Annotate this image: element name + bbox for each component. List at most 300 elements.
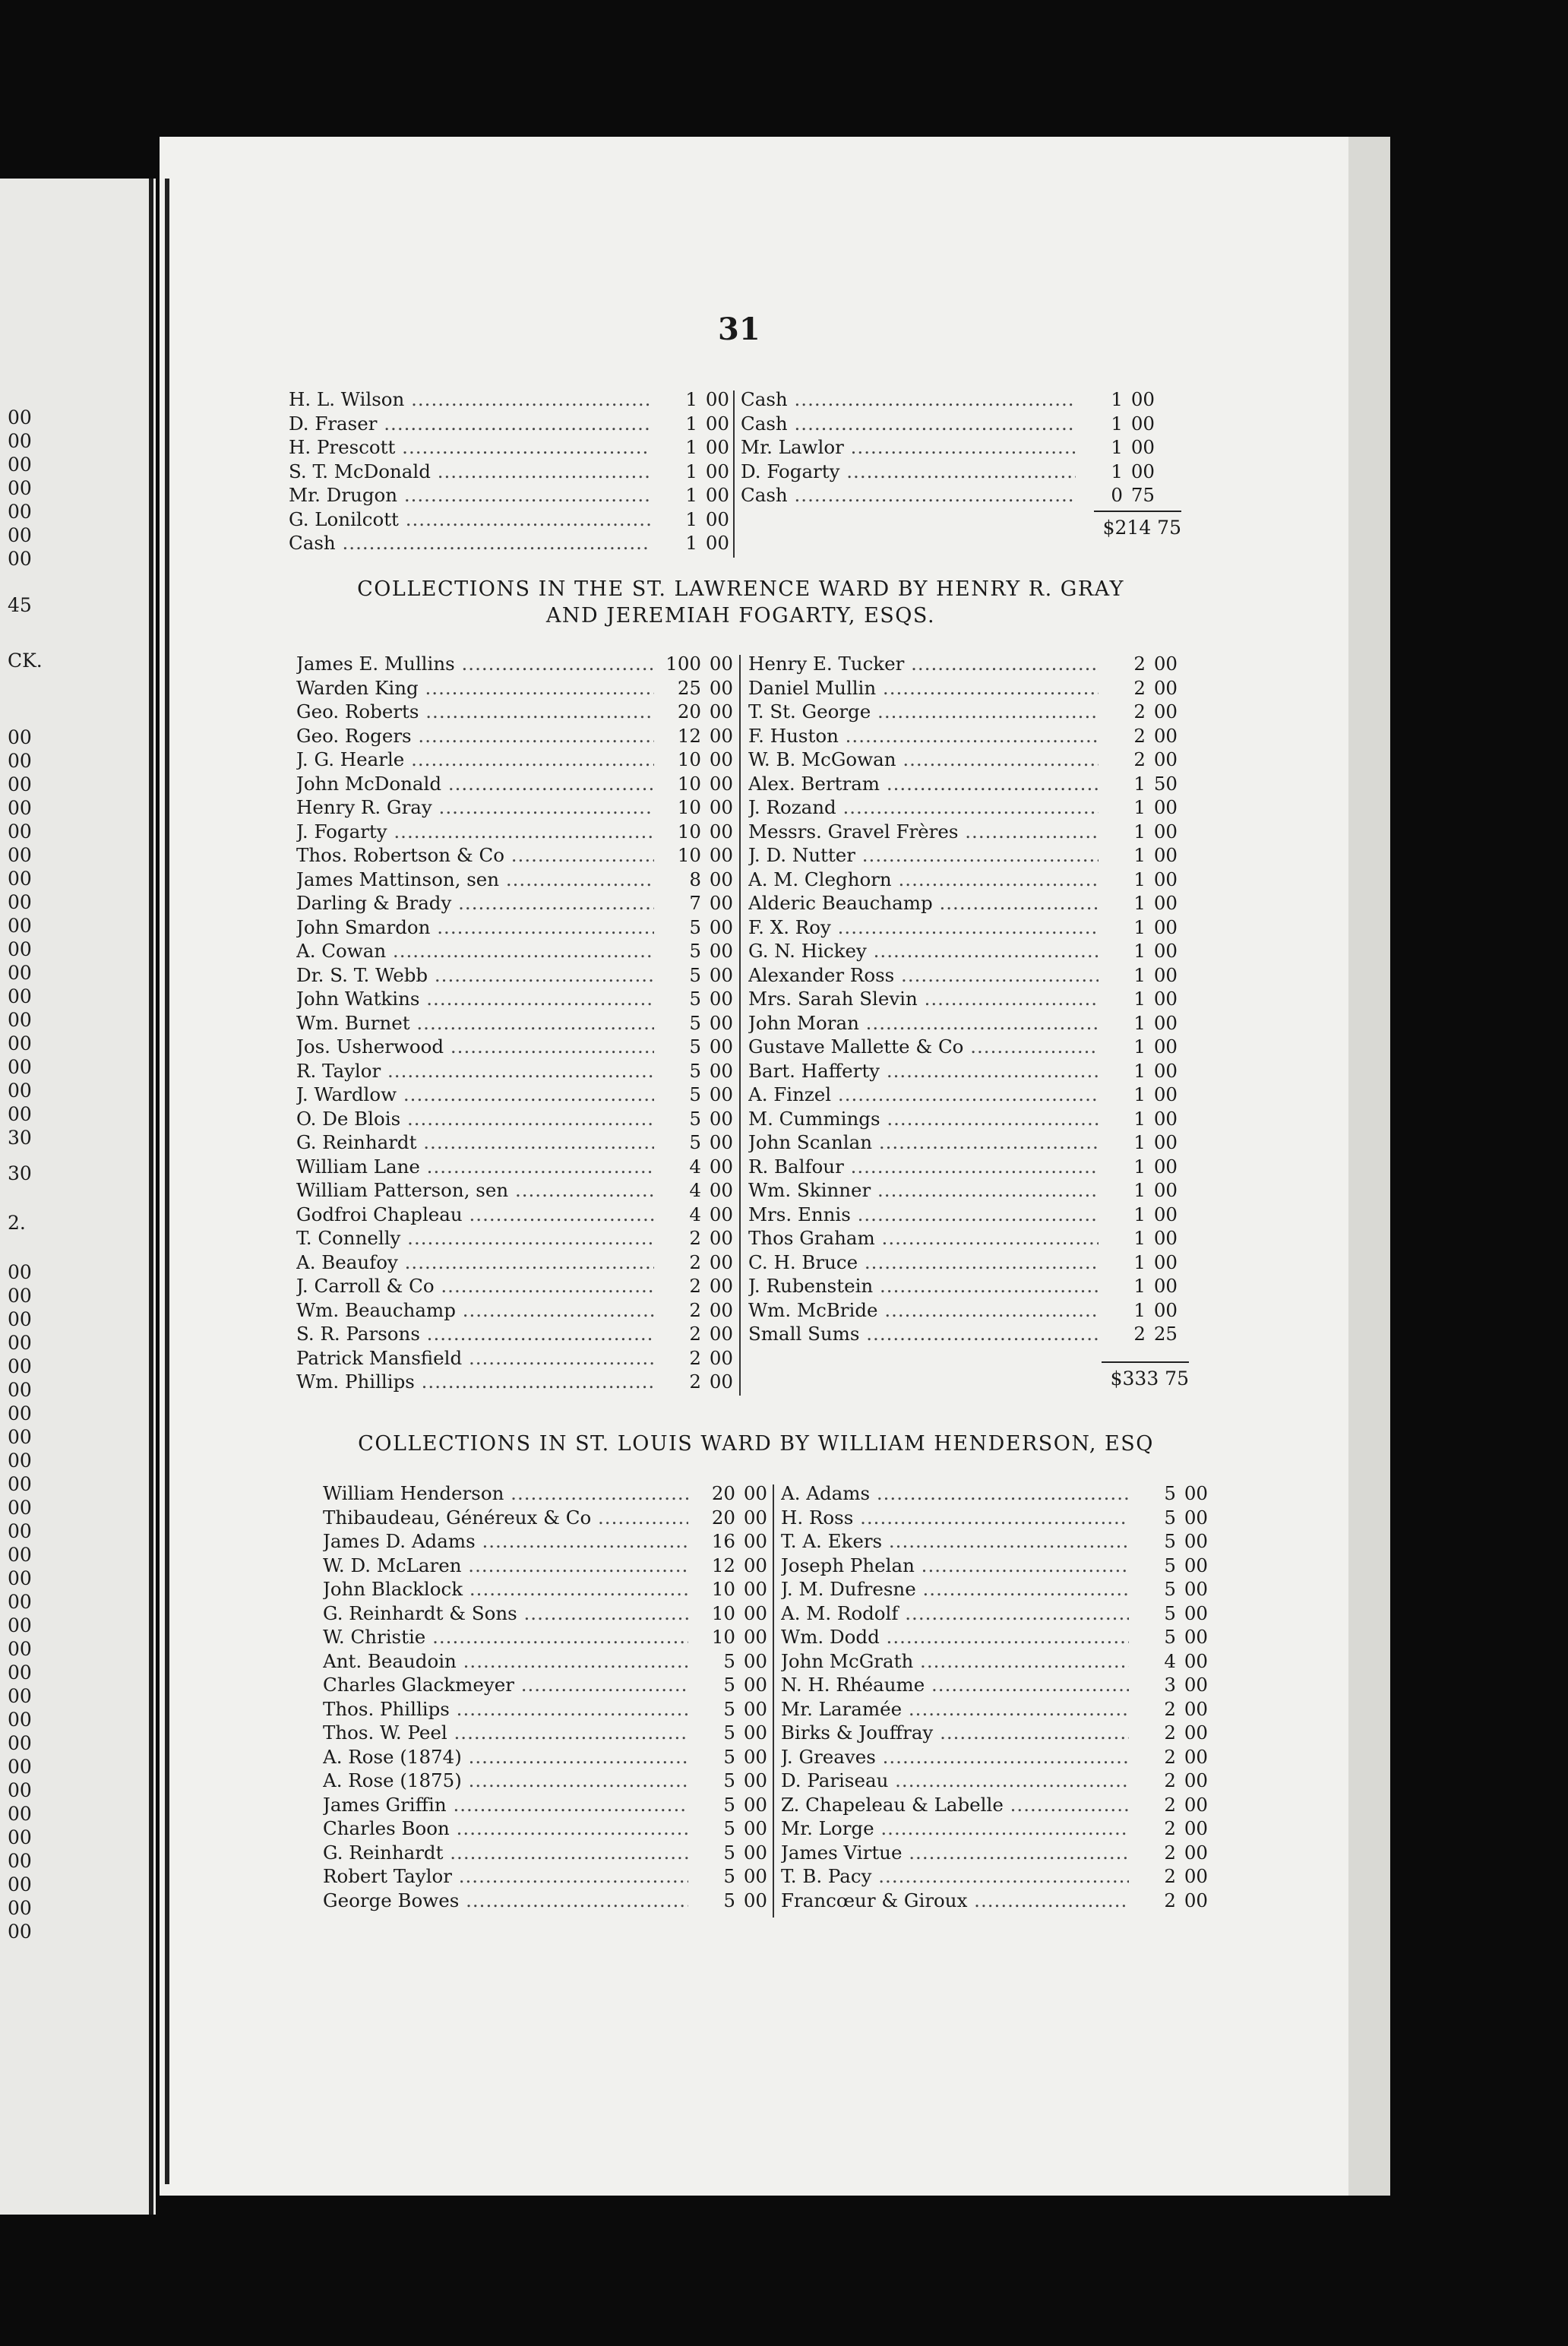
amount-dollars: 1	[1133, 1227, 1146, 1249]
amount-dollars: 7	[689, 892, 701, 914]
donation-amount	[650, 460, 729, 484]
amount-dollars: 12	[677, 724, 701, 747]
donor-name: J. Rozand .....	[748, 795, 1099, 820]
donor-name: Wm. McBride .....	[748, 1298, 1099, 1323]
donor-name: Patrick Mansfield .....	[296, 1346, 654, 1371]
donation-amount	[1099, 772, 1178, 796]
amount-cents: 00	[1153, 915, 1178, 938]
amount-dollars: 2	[689, 1298, 701, 1321]
left-page-text: 45	[8, 594, 32, 616]
amount-cents: 00	[709, 1250, 733, 1273]
amount-dollars: 1	[1133, 844, 1146, 866]
donor-name: T. B. Pacy .....	[781, 1864, 1129, 1889]
amount-dollars: 5	[1164, 1554, 1176, 1576]
amount-cents: 00	[709, 1179, 733, 1201]
amount-dollars: 2	[1164, 1769, 1176, 1791]
left-page-text: 00	[8, 1921, 32, 1943]
amount-cents: 00	[743, 1649, 767, 1672]
donor-name: Wm. Phillips .....	[296, 1370, 654, 1394]
entry-row	[741, 412, 1155, 436]
amount-dollars: 5	[723, 1841, 735, 1864]
entry-row	[323, 1864, 767, 1889]
entry-row	[323, 1673, 767, 1697]
section2-left-column	[296, 652, 733, 1394]
entry-row	[748, 915, 1178, 940]
amount-dollars: 10	[677, 844, 701, 866]
amount-cents: 00	[705, 412, 729, 435]
donor-name: Charles Glackmeyer .....	[323, 1673, 688, 1697]
donation-amount	[654, 1346, 733, 1371]
entry-row	[781, 1649, 1208, 1674]
amount-dollars: 5	[689, 1035, 701, 1058]
section2-right-column	[748, 652, 1178, 1346]
amount-dollars: 2	[689, 1227, 701, 1249]
donor-name: J. Rubenstein .....	[748, 1274, 1099, 1298]
left-page-text: 00	[8, 1732, 32, 1754]
entry-row	[323, 1889, 767, 1913]
donor-name: Henry E. Tucker .....	[748, 652, 1099, 676]
donation-amount	[688, 1721, 767, 1745]
donation-amount	[654, 915, 733, 940]
donation-amount	[1099, 795, 1178, 820]
donation-amount	[654, 1226, 733, 1250]
entry-row	[296, 843, 733, 868]
entry-row	[781, 1577, 1208, 1601]
donation-amount	[688, 1506, 767, 1530]
amount-cents: 00	[743, 1793, 767, 1816]
donor-name: James Virtue .....	[781, 1841, 1129, 1865]
donation-amount	[654, 700, 733, 724]
donor-name: John Moran .....	[748, 1011, 1099, 1035]
entry-row	[296, 1059, 733, 1083]
donation-amount	[1099, 939, 1178, 963]
amount-cents: 00	[743, 1769, 767, 1791]
donation-amount	[688, 1816, 767, 1841]
amount-cents: 00	[705, 460, 729, 482]
donor-name: Ant. Beaudoin .....	[323, 1649, 688, 1674]
amount-cents: 00	[705, 532, 729, 554]
donor-name: Gustave Mallette & Co .....	[748, 1035, 1099, 1059]
donor-name: O. De Blois .....	[296, 1107, 654, 1131]
donor-name: Henry R. Gray .....	[296, 795, 654, 820]
donation-amount	[650, 483, 729, 507]
amount-cents: 00	[1184, 1769, 1208, 1791]
amount-cents: 00	[1153, 940, 1178, 962]
donor-name: William Henderson .....	[323, 1481, 688, 1506]
donation-amount	[1129, 1601, 1208, 1626]
amount-dollars: 5	[689, 915, 701, 938]
donor-name: John Smardon .....	[296, 915, 654, 940]
left-page-text: 00	[8, 1355, 32, 1377]
donor-name: C. H. Bruce .....	[748, 1250, 1099, 1275]
amount-cents: 00	[709, 915, 733, 938]
amount-dollars: 1	[1133, 1250, 1146, 1273]
amount-dollars: 10	[677, 820, 701, 843]
donor-name: John McGrath .....	[781, 1649, 1129, 1674]
entry-row	[748, 1011, 1178, 1035]
amount-dollars: 2	[1164, 1793, 1176, 1816]
amount-dollars: 1	[1133, 820, 1146, 843]
left-page-text: 00	[8, 1080, 32, 1102]
amount-cents: 00	[1153, 676, 1178, 699]
left-page-text: 00	[8, 1567, 32, 1589]
amount-dollars: 5	[689, 1107, 701, 1130]
section1-right-column	[741, 387, 1155, 507]
amount-cents: 00	[1184, 1530, 1208, 1552]
donation-amount	[654, 1059, 733, 1083]
amount-cents: 00	[1184, 1482, 1208, 1504]
donation-amount	[1099, 915, 1178, 940]
amount-cents: 00	[1153, 1059, 1178, 1082]
amount-cents: 00	[743, 1482, 767, 1504]
donation-amount	[1099, 891, 1178, 915]
donor-name: G. Lonilcott .....	[289, 507, 650, 532]
section3-heading: COLLECTIONS IN ST. LOUIS WARD BY WILLIAM HENDERSON, ESQ	[358, 1432, 1154, 1456]
donation-amount	[650, 531, 729, 555]
donor-name: Bart. Hafferty .....	[748, 1059, 1099, 1083]
donation-amount	[688, 1601, 767, 1626]
donor-name: Mrs. Sarah Slevin .....	[748, 987, 1099, 1011]
donation-amount	[688, 1625, 767, 1649]
left-page-text: 00	[8, 1379, 32, 1401]
amount-cents: 00	[709, 772, 733, 795]
amount-dollars: 1	[1133, 1298, 1146, 1321]
left-page-text: 00	[8, 891, 32, 913]
section3-left-column	[323, 1481, 767, 1912]
donor-name: N. H. Rhéaume .....	[781, 1673, 1129, 1697]
left-page-text: 00	[8, 1103, 32, 1125]
entry-row	[323, 1649, 767, 1674]
left-page-text: 00	[8, 1614, 32, 1636]
amount-cents: 00	[1153, 1203, 1178, 1225]
amount-dollars: 1	[1111, 460, 1123, 482]
donation-amount	[1099, 1130, 1178, 1155]
amount-cents: 00	[709, 1323, 733, 1345]
donation-amount	[1099, 843, 1178, 868]
entry-row	[296, 1035, 733, 1059]
donor-name: Mr. Lorge .....	[781, 1816, 1129, 1841]
left-page-text: 00	[8, 1497, 32, 1519]
entry-row	[781, 1506, 1208, 1530]
amount-cents: 00	[1184, 1578, 1208, 1600]
amount-cents: 00	[743, 1506, 767, 1529]
donor-name: M. Cummings .....	[748, 1107, 1099, 1131]
amount-cents: 00	[1184, 1626, 1208, 1648]
amount-cents: 00	[709, 1155, 733, 1178]
entry-row	[296, 1298, 733, 1323]
amount-cents: 00	[709, 1203, 733, 1225]
donation-amount	[688, 1673, 767, 1697]
donation-amount	[688, 1864, 767, 1889]
donor-name: Cash .....	[741, 387, 1076, 412]
donation-amount	[650, 435, 729, 460]
donor-name: J. Wardlow .....	[296, 1083, 654, 1107]
donor-name: A. Rose (1874) .....	[323, 1745, 688, 1769]
amount-dollars: 10	[677, 796, 701, 818]
amount-cents: 00	[1184, 1889, 1208, 1911]
donor-name: D. Pariseau .....	[781, 1769, 1129, 1793]
donor-name: F. X. Roy .....	[748, 915, 1099, 940]
amount-dollars: 5	[723, 1793, 735, 1816]
entry-row	[748, 1107, 1178, 1131]
donor-name: Thos Graham .....	[748, 1226, 1099, 1250]
entry-row	[748, 868, 1178, 892]
donor-name: T. Connelly .....	[296, 1226, 654, 1250]
left-page-text: 00	[8, 1638, 32, 1660]
left-page-text: 00	[8, 1850, 32, 1872]
amount-dollars: 1	[685, 412, 697, 435]
amount-cents: 00	[709, 700, 733, 722]
donor-name: Alexander Ross .....	[748, 963, 1099, 988]
donor-name: D. Fraser .....	[289, 412, 650, 436]
donation-amount	[654, 820, 733, 844]
left-page-text: 00	[8, 1803, 32, 1825]
amount-cents: 00	[743, 1530, 767, 1552]
section1-table	[289, 387, 1185, 562]
donation-amount	[654, 939, 733, 963]
amount-dollars: 5	[723, 1697, 735, 1720]
amount-dollars: 5	[1164, 1506, 1176, 1529]
entry-row	[781, 1601, 1208, 1626]
donor-name: J. Carroll & Co .....	[296, 1274, 654, 1298]
entry-row	[296, 1130, 733, 1155]
donor-name: Cash .....	[741, 412, 1076, 436]
amount-dollars: 1	[1133, 1179, 1146, 1201]
section2-heading-line1: COLLECTIONS IN THE ST. LAWRENCE WARD BY HENRY R. GRAY	[357, 577, 1124, 601]
amount-cents: 00	[709, 868, 733, 890]
amount-cents: 00	[1184, 1697, 1208, 1720]
amount-cents: 50	[1153, 772, 1178, 795]
amount-dollars: 1	[1133, 892, 1146, 914]
entry-row	[748, 700, 1178, 724]
amount-dollars: 1	[1133, 1203, 1146, 1225]
donor-name: Joseph Phelan .....	[781, 1554, 1129, 1578]
amount-dollars: 5	[689, 1059, 701, 1082]
donation-amount	[1099, 820, 1178, 844]
amount-dollars: 1	[685, 507, 697, 530]
entry-row	[748, 652, 1178, 676]
donor-name: A. Adams .....	[781, 1481, 1129, 1506]
entry-row	[289, 460, 729, 484]
donation-amount	[654, 1274, 733, 1298]
donation-amount	[654, 748, 733, 772]
entry-row	[748, 1155, 1178, 1179]
amount-dollars: 1	[685, 436, 697, 458]
amount-cents: 00	[1130, 412, 1155, 435]
amount-cents: 00	[1184, 1865, 1208, 1887]
entry-row	[781, 1529, 1208, 1554]
amount-dollars: 5	[723, 1674, 735, 1696]
donation-amount	[654, 1130, 733, 1155]
entry-row	[323, 1793, 767, 1817]
amount-cents: 00	[1153, 796, 1178, 818]
amount-dollars: 1	[685, 388, 697, 410]
entry-row	[323, 1697, 767, 1722]
amount-dollars: 1	[1133, 915, 1146, 938]
amount-dollars: 5	[1164, 1578, 1176, 1600]
entry-row	[296, 1226, 733, 1250]
amount-dollars: 4	[1164, 1649, 1176, 1672]
donation-amount	[654, 1011, 733, 1035]
donation-amount	[1099, 1274, 1178, 1298]
left-page-text: 00	[8, 1685, 32, 1707]
donor-name: T. A. Ekers .....	[781, 1529, 1129, 1554]
amount-cents: 00	[709, 940, 733, 962]
donation-amount	[688, 1769, 767, 1793]
amount-dollars: 2	[1133, 724, 1146, 747]
donation-amount	[654, 843, 733, 868]
amount-cents: 00	[743, 1674, 767, 1696]
amount-dollars: 10	[711, 1601, 735, 1624]
entry-row	[296, 1274, 733, 1298]
donor-name: A. Rose (1875) .....	[323, 1769, 688, 1793]
amount-cents: 00	[709, 988, 733, 1010]
entry-row	[323, 1481, 767, 1506]
entry-row	[296, 868, 733, 892]
donor-name: Godfroi Chapleau .....	[296, 1203, 654, 1227]
amount-dollars: 1	[1133, 1059, 1146, 1082]
left-page-text: 00	[8, 797, 32, 819]
entry-row	[296, 820, 733, 844]
donor-name: Warden King .....	[296, 676, 654, 700]
left-page-text: 00	[8, 430, 32, 452]
donation-amount	[654, 1178, 733, 1203]
entry-row	[296, 724, 733, 748]
entry-row	[323, 1841, 767, 1865]
left-page-text: 00	[8, 868, 32, 890]
amount-dollars: 2	[689, 1250, 701, 1273]
entry-row	[296, 987, 733, 1011]
entry-row	[781, 1673, 1208, 1697]
amount-cents: 00	[709, 676, 733, 699]
entry-row	[748, 1274, 1178, 1298]
donation-amount	[1129, 1577, 1208, 1601]
amount-cents: 00	[709, 1298, 733, 1321]
donor-name: Thos. W. Peel .....	[323, 1721, 688, 1745]
entry-row	[296, 795, 733, 820]
left-page-text: 00	[8, 1332, 32, 1354]
entry-row	[781, 1816, 1208, 1841]
left-page-text: 00	[8, 501, 32, 523]
donor-name: A. M. Cleghorn .....	[748, 868, 1099, 892]
amount-dollars: 5	[723, 1865, 735, 1887]
amount-cents: 00	[1184, 1554, 1208, 1576]
left-page-text: 00	[8, 1779, 32, 1801]
entry-row	[296, 1155, 733, 1179]
amount-cents: 00	[1153, 988, 1178, 1010]
donation-amount	[1099, 1178, 1178, 1203]
entry-row	[323, 1625, 767, 1649]
amount-dollars: 1	[685, 532, 697, 554]
amount-cents: 00	[709, 1107, 733, 1130]
donor-name: John Scanlan .....	[748, 1130, 1099, 1155]
donor-name: Daniel Mullin .....	[748, 676, 1099, 700]
entry-row	[323, 1769, 767, 1793]
amount-dollars: 4	[689, 1203, 701, 1225]
donation-amount	[688, 1529, 767, 1554]
amount-dollars: 2	[689, 1371, 701, 1393]
entry-row	[748, 1130, 1178, 1155]
entry-row	[289, 412, 729, 436]
entry-row	[296, 748, 733, 772]
amount-cents: 00	[1153, 1298, 1178, 1321]
entry-row	[781, 1554, 1208, 1578]
donation-amount	[1099, 987, 1178, 1011]
donor-name: A. Beaufoy .....	[296, 1250, 654, 1275]
amount-cents: 00	[705, 484, 729, 506]
section2-heading-line2: AND JEREMIAH FOGARTY, ESQS.	[545, 604, 936, 628]
donation-amount	[1099, 1322, 1178, 1346]
left-page-text: 30	[8, 1127, 32, 1149]
amount-cents: 00	[1153, 844, 1178, 866]
amount-dollars: 2	[1133, 700, 1146, 722]
entry-row	[296, 652, 733, 676]
page-number: 31	[718, 311, 760, 347]
entry-row	[781, 1745, 1208, 1769]
amount-cents: 00	[1153, 1035, 1178, 1058]
entry-row	[748, 772, 1178, 796]
amount-dollars: 5	[723, 1722, 735, 1744]
amount-dollars: 1	[685, 460, 697, 482]
left-page-text: 00	[8, 1473, 32, 1495]
entry-row	[781, 1721, 1208, 1745]
donor-name: Francœur & Giroux .....	[781, 1889, 1129, 1913]
donation-amount	[1129, 1649, 1208, 1674]
entry-row	[296, 1203, 733, 1227]
left-page-text: 30	[8, 1162, 32, 1184]
amount-cents: 00	[709, 1227, 733, 1249]
donation-amount	[654, 676, 733, 700]
left-page-text: 00	[8, 820, 32, 843]
left-page-text: 00	[8, 938, 32, 960]
entry-row	[296, 915, 733, 940]
amount-dollars: 2	[1164, 1697, 1176, 1720]
left-page-text: 00	[8, 1450, 32, 1472]
entry-row	[748, 1178, 1178, 1203]
amount-cents: 00	[1184, 1841, 1208, 1864]
donation-amount	[1076, 387, 1155, 412]
entry-row	[748, 987, 1178, 1011]
donor-name: Thibaudeau, Généreux & Co .....	[323, 1506, 688, 1530]
donor-name: A. Cowan .....	[296, 939, 654, 963]
left-page-text: 00	[8, 1285, 32, 1307]
donor-name: S. R. Parsons .....	[296, 1322, 654, 1346]
left-page-text: 00	[8, 1826, 32, 1848]
amount-dollars: 4	[689, 1155, 701, 1178]
amount-dollars: 2	[689, 1323, 701, 1345]
left-page-text: 00	[8, 750, 32, 772]
left-page-text: 00	[8, 477, 32, 499]
amount-dollars: 10	[677, 772, 701, 795]
amount-dollars: 2	[1164, 1841, 1176, 1864]
donation-amount	[654, 1155, 733, 1179]
donation-amount	[1099, 1155, 1178, 1179]
left-page-text: CK.	[8, 650, 43, 672]
entry-row	[323, 1529, 767, 1554]
entry-row	[296, 1250, 733, 1275]
donation-amount	[1099, 700, 1178, 724]
amount-cents: 00	[1153, 1227, 1178, 1249]
donor-name: J. D. Nutter .....	[748, 843, 1099, 868]
amount-dollars: 1	[1133, 940, 1146, 962]
donation-amount	[1076, 483, 1155, 507]
donation-amount	[1099, 1298, 1178, 1323]
donor-name: D. Fogarty .....	[741, 460, 1076, 484]
entry-row	[741, 435, 1155, 460]
amount-dollars: 2	[1164, 1889, 1176, 1911]
amount-cents: 00	[1153, 1131, 1178, 1153]
donor-name: James Griffin .....	[323, 1793, 688, 1817]
